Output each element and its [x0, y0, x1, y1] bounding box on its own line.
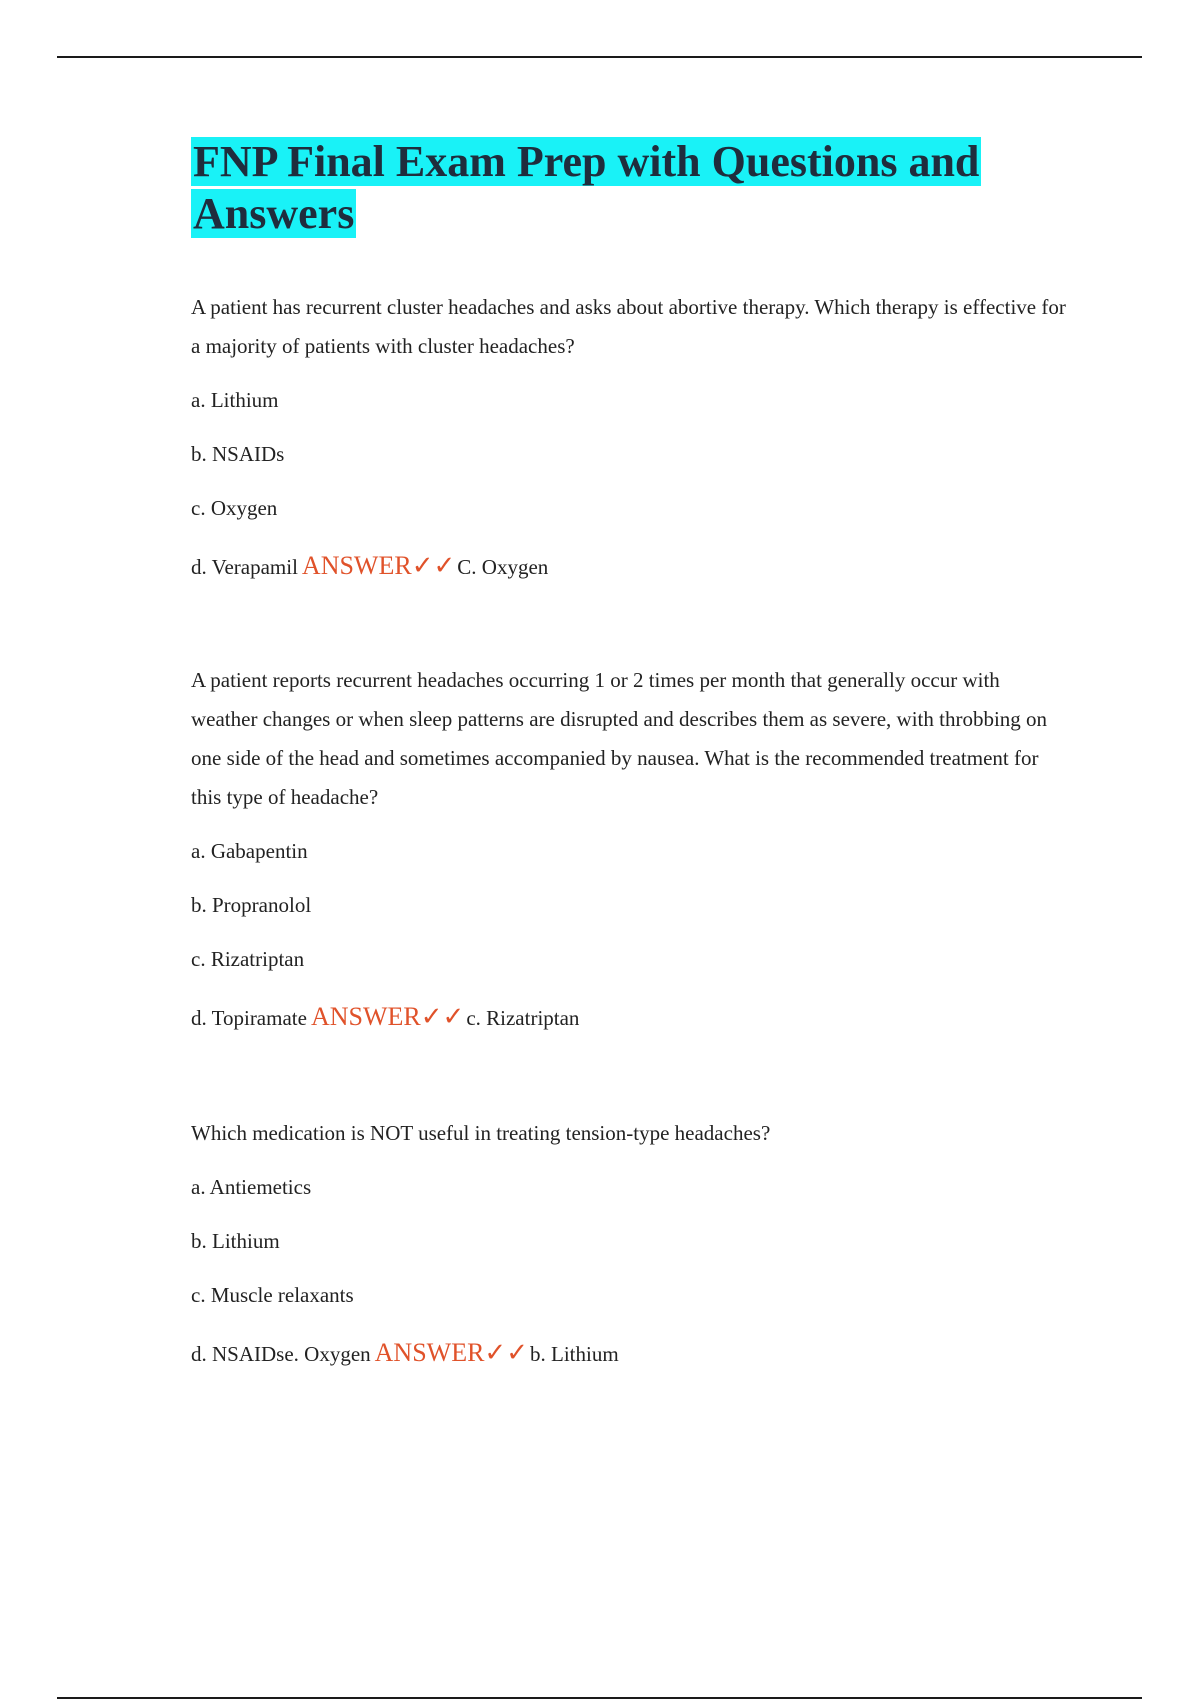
- footer-rule: [57, 1697, 1142, 1699]
- question-1: [191, 288, 1071, 587]
- option-c: c. Muscle relaxants: [191, 1283, 354, 1307]
- option-a: a. Lithium: [191, 388, 279, 412]
- option-a: a. Gabapentin: [191, 839, 308, 863]
- document-body: [191, 136, 1071, 1374]
- question-stem: A patient reports recurrent headaches occurring 1 or 2 times per month that generally occur with weather changes or when sleep patterns are disrupted and describes them as severe, with throbbing on one side of the head and sometimes accompanied by nausea. What is the recommended treatment for this type of headache?: [191, 668, 1048, 809]
- option-b: b. NSAIDs: [191, 442, 285, 466]
- header-rule: [57, 56, 1142, 58]
- title-line-1: FNP Final Exam Prep with Questions and: [193, 137, 980, 186]
- option-b: b. Lithium: [191, 1229, 280, 1253]
- answer-label: ANSWER✓✓: [310, 1002, 465, 1031]
- question-stem: A patient has recurrent cluster headaches and asks about abortive therapy. Which therapy is effective for a majority of patients with cluster headaches?: [191, 295, 1066, 358]
- option-d: d. NSAIDse. Oxygen: [191, 1342, 371, 1366]
- document-title: [191, 136, 1071, 240]
- question-stem: Which medication is NOT useful in treating tension-type headaches?: [191, 1121, 771, 1145]
- answer-value: C. Oxygen: [457, 555, 549, 579]
- option-d-with-answer: [191, 1333, 1071, 1374]
- option-d: d. Verapamil: [191, 555, 298, 579]
- option-c: c. Oxygen: [191, 496, 278, 520]
- option-d-with-answer: [191, 546, 1071, 587]
- option-c: c. Rizatriptan: [191, 947, 305, 971]
- answer-value: b. Lithium: [530, 1342, 619, 1366]
- answer-label: ANSWER✓✓: [374, 1338, 529, 1367]
- option-d-with-answer: [191, 997, 1071, 1038]
- option-b: b. Propranolol: [191, 893, 312, 917]
- option-a: a. Antiemetics: [191, 1175, 312, 1199]
- title-line-2: Answers: [193, 189, 355, 238]
- answer-label: ANSWER✓✓: [301, 551, 456, 580]
- answer-value: c. Rizatriptan: [466, 1006, 580, 1030]
- question-2: [191, 661, 1071, 1038]
- question-3: [191, 1114, 1071, 1374]
- option-d: d. Topiramate: [191, 1006, 307, 1030]
